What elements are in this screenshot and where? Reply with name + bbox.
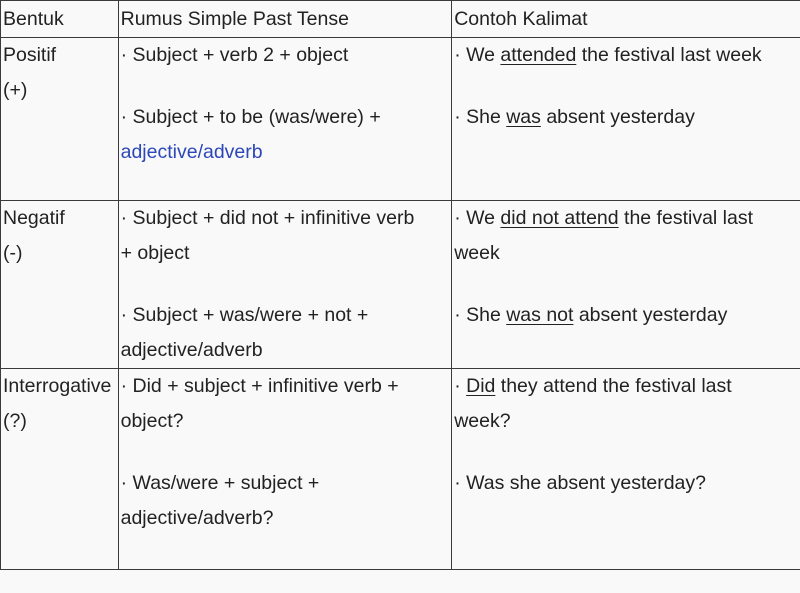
- example-verb-underlined: was not: [506, 304, 574, 326]
- example-sentence-continued: week?: [454, 410, 511, 432]
- form-label: Negatif: [3, 207, 65, 229]
- formula-cell: [118, 369, 452, 570]
- form-label: Interrogative: [3, 375, 112, 397]
- example-text: absent yesterday: [573, 304, 728, 326]
- formula-line: adjective/adverb?: [120, 507, 274, 529]
- formula-cell: [118, 38, 452, 201]
- example-text: · She: [454, 304, 507, 326]
- formula-line: object?: [120, 410, 184, 432]
- example-text: · We: [454, 207, 501, 229]
- formula-line: · Subject + did not + infinitive verb: [120, 207, 415, 229]
- example-sentence: [454, 38, 798, 73]
- table-row-negative: [1, 201, 800, 369]
- header-form: Bentuk: [1, 1, 119, 38]
- example-sentence: [454, 100, 798, 135]
- example-text: the festival last: [618, 207, 754, 229]
- formula-line: · Did + subject + infinitive verb +: [120, 375, 399, 397]
- example-sentence: [454, 369, 798, 404]
- formula-line: adjective/adverb: [120, 339, 263, 361]
- header-formula: Rumus Simple Past Tense: [118, 1, 452, 38]
- example-sentence-continued: week: [454, 242, 500, 264]
- table-row-positive: [1, 38, 800, 201]
- formula-line: + object: [120, 242, 190, 264]
- example-verb-underlined: did not attend: [500, 207, 619, 229]
- formula-line: · Subject + was/were + not +: [120, 304, 369, 326]
- adjective-adverb-link[interactable]: adjective/adverb: [120, 141, 263, 163]
- form-symbol: (-): [3, 242, 23, 264]
- example-sentence: [454, 201, 798, 236]
- formula-cell: [118, 201, 452, 369]
- formula-line: · Subject + to be (was/were) +: [120, 106, 381, 128]
- example-text: the festival last week: [576, 44, 762, 66]
- example-text: · We: [454, 44, 501, 66]
- example-text: they attend the festival last: [495, 375, 732, 397]
- formula-line: · Was/were + subject +: [120, 472, 320, 494]
- formula-line: · Subject + verb 2 + object: [120, 44, 349, 66]
- example-sentence: [454, 298, 798, 333]
- form-cell: [1, 369, 119, 570]
- table-row-interrogative: [1, 369, 800, 570]
- example-text: · She: [454, 106, 507, 128]
- form-symbol: (?): [3, 410, 27, 432]
- example-verb-underlined: was: [506, 106, 541, 128]
- form-cell: [1, 201, 119, 369]
- example-text: absent yesterday: [540, 106, 695, 128]
- form-symbol: (+): [3, 79, 28, 101]
- table-header-row: [1, 1, 800, 38]
- header-example: Contoh Kalimat: [452, 1, 800, 38]
- example-sentence: · Was she absent yesterday?: [454, 472, 707, 494]
- example-cell: [452, 369, 800, 570]
- example-cell: [452, 38, 800, 201]
- example-cell: [452, 201, 800, 369]
- form-cell: [1, 38, 119, 201]
- example-text: ·: [454, 375, 467, 397]
- example-verb-underlined: Did: [466, 375, 496, 397]
- example-verb-underlined: attended: [500, 44, 577, 66]
- form-label: Positif: [3, 44, 57, 66]
